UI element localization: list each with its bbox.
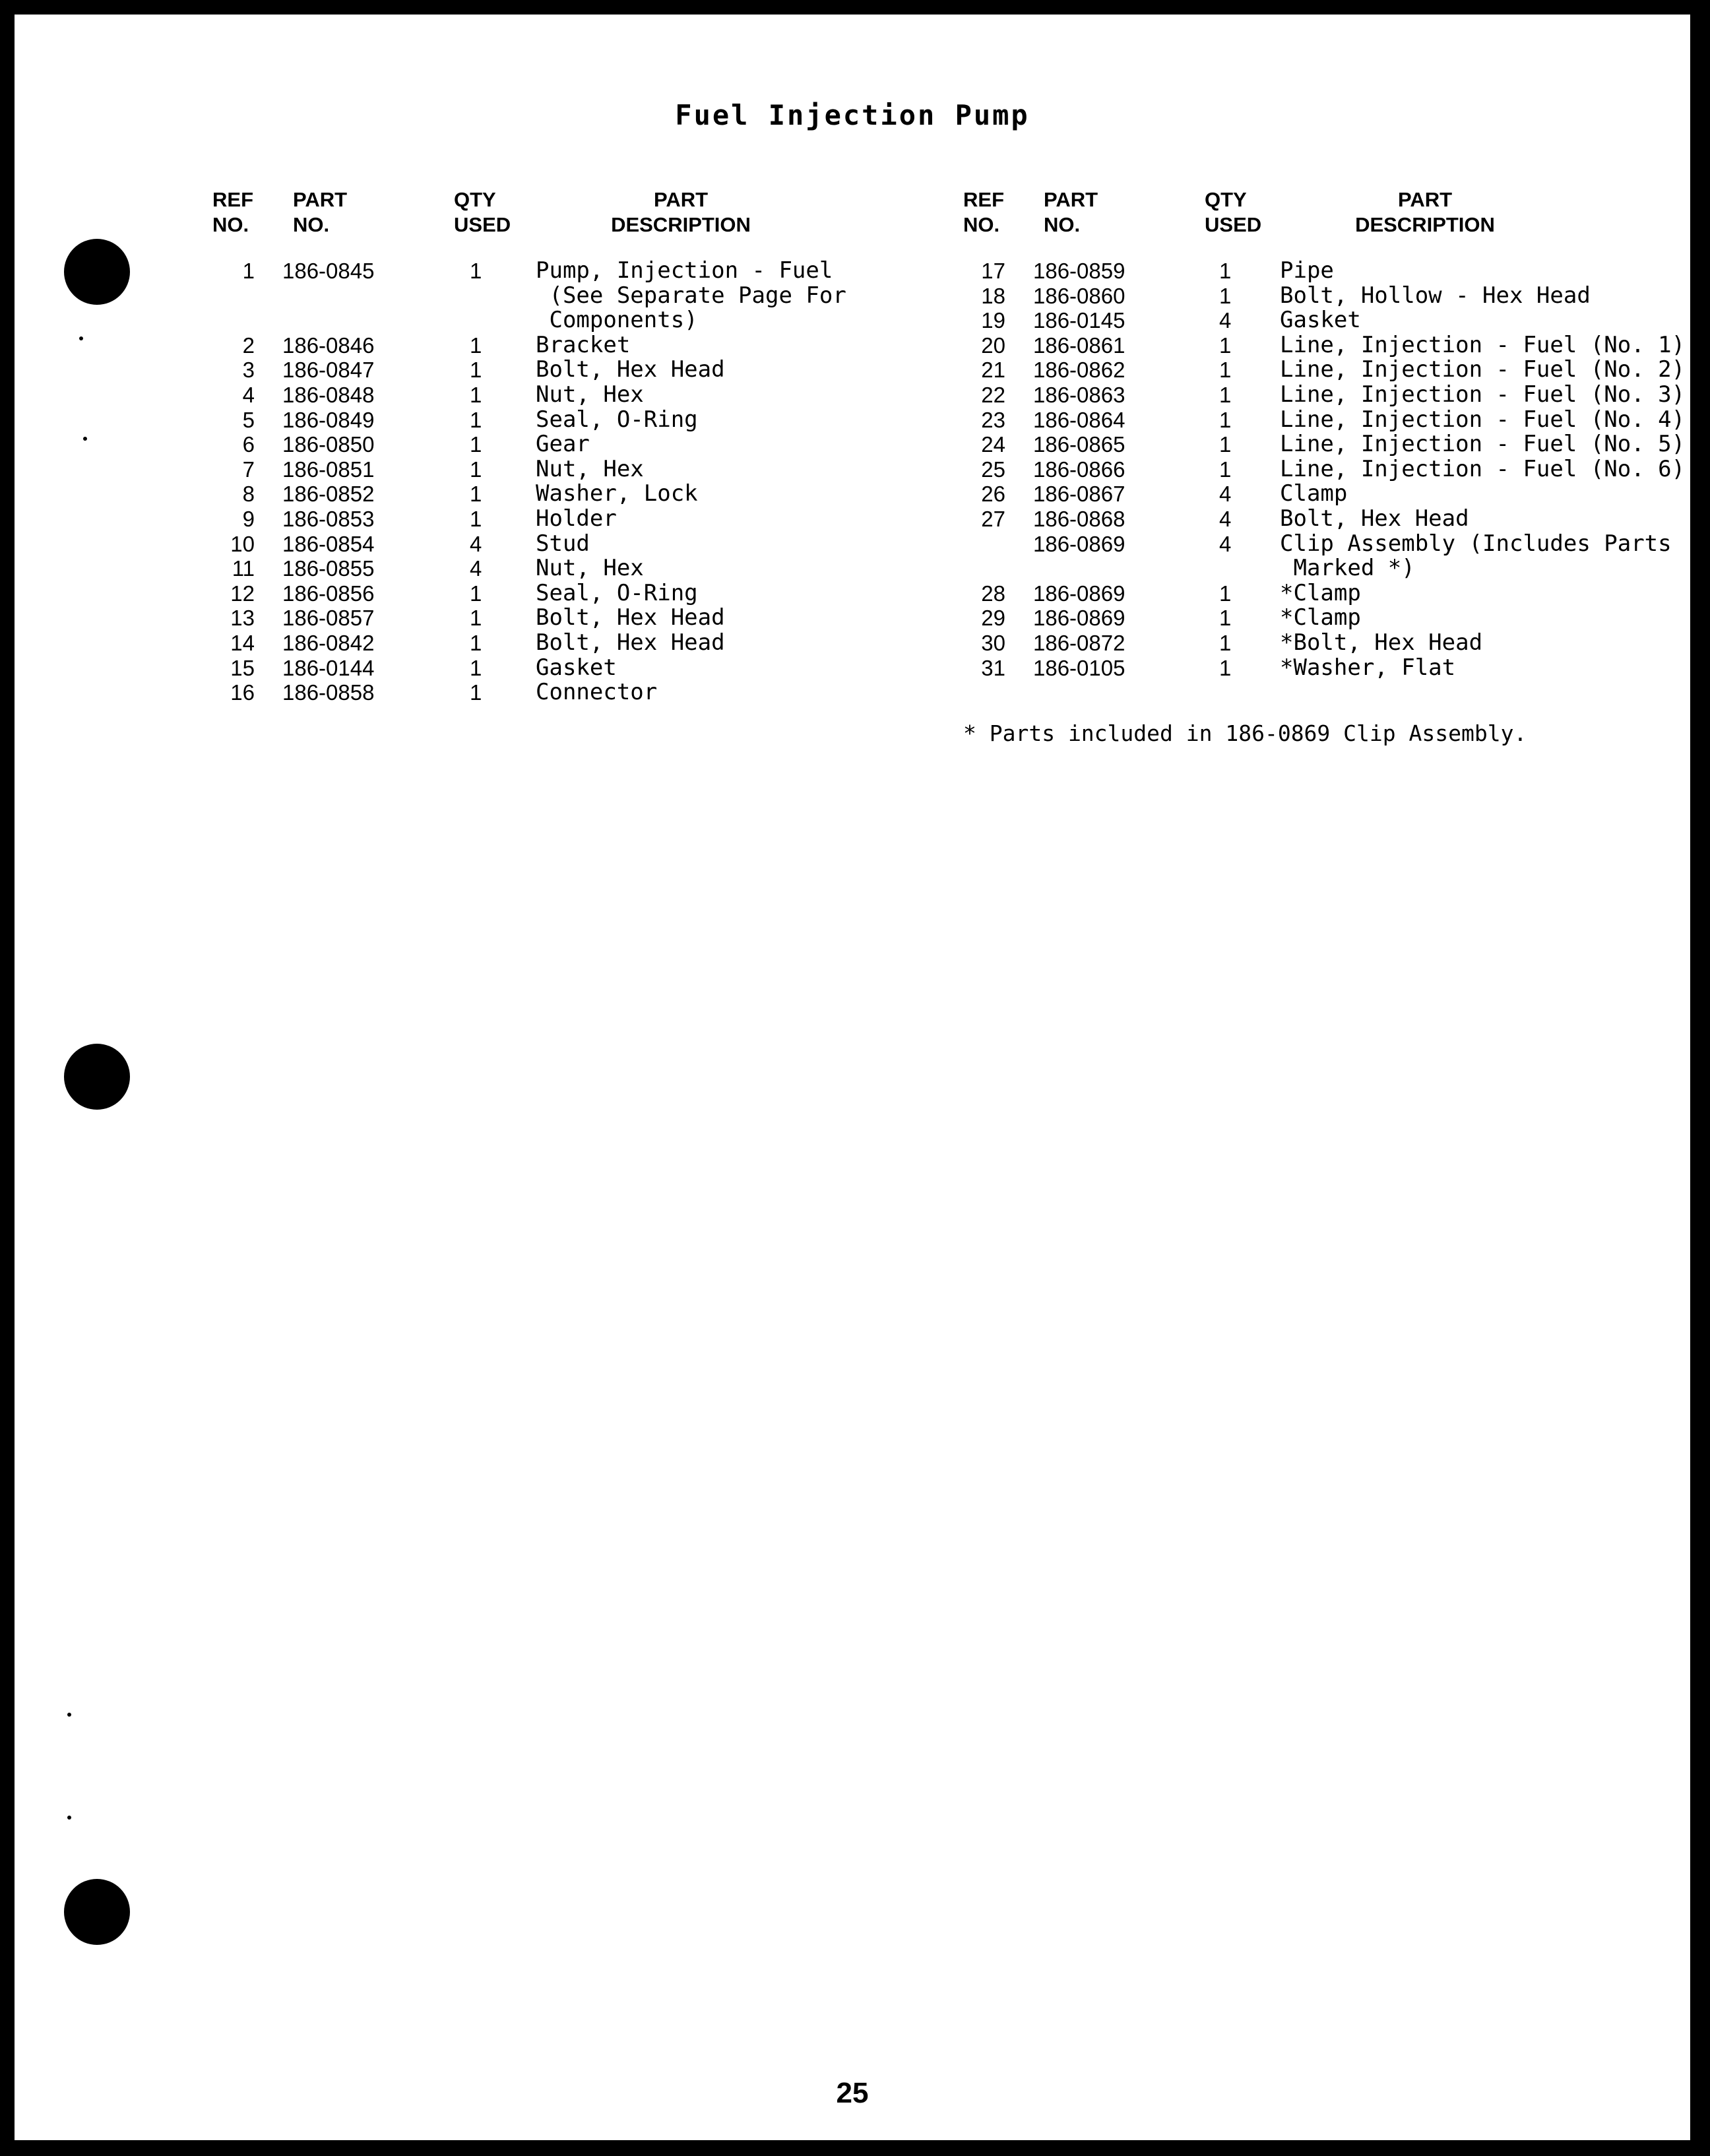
part-no: 186-0846 [282, 333, 375, 358]
part-description: Bolt, Hex Head [536, 604, 725, 631]
part-description: Line, Injection - Fuel (No. 3) [1280, 381, 1686, 408]
part-no: 186-0849 [282, 407, 375, 432]
document-page [15, 15, 1690, 2140]
part-description: Bolt, Hollow - Hex Head [1280, 282, 1591, 309]
ref-no: 4 [242, 382, 255, 407]
punch-hole-bottom [64, 1879, 130, 1945]
qty-used: 1 [1219, 333, 1232, 358]
part-no: 186-0105 [1033, 655, 1125, 680]
ref-no: 10 [230, 531, 255, 556]
part-no: 186-0848 [282, 382, 375, 407]
ref-no: 8 [242, 482, 255, 507]
header-part-no: PART NO. [1044, 188, 1098, 236]
page-title: Fuel Injection Pump [675, 99, 1030, 131]
part-no: 186-0845 [282, 259, 375, 283]
ref-no: 11 [232, 556, 255, 581]
qty-used: 1 [470, 606, 482, 631]
qty-used: 4 [1219, 482, 1232, 507]
scan-speck [67, 1816, 71, 1820]
qty-used: 1 [1219, 630, 1232, 655]
scan-speck [79, 336, 83, 340]
ref-no: 14 [230, 630, 255, 655]
part-no: 186-0861 [1033, 333, 1125, 358]
scan-speck [83, 437, 87, 441]
part-description: Line, Injection - Fuel (No. 4) [1280, 406, 1686, 433]
qty-used: 1 [470, 432, 482, 457]
ref-no: 29 [981, 606, 1005, 631]
ref-no: 13 [230, 606, 255, 631]
part-description: Bracket [536, 331, 631, 358]
part-no: 186-0851 [282, 457, 375, 482]
part-description: Gear [536, 431, 590, 458]
ref-no: 5 [242, 407, 255, 432]
qty-used: 1 [1219, 358, 1232, 383]
ref-no: 23 [981, 407, 1005, 432]
part-no: 186-0857 [282, 606, 375, 631]
ref-no: 24 [981, 432, 1005, 457]
part-no: 186-0868 [1033, 506, 1125, 531]
ref-no: 17 [981, 259, 1005, 283]
part-description: Line, Injection - Fuel (No. 2) [1280, 356, 1686, 383]
part-description: Nut, Hex [536, 555, 644, 582]
part-no: 186-0867 [1033, 482, 1125, 507]
part-no: 186-0869 [1033, 531, 1125, 556]
header-part-description: PART DESCRIPTION [611, 188, 751, 236]
part-description: Seal, O-Ring [536, 579, 698, 606]
ref-no: 15 [230, 655, 255, 680]
part-description: Marked *) [1280, 555, 1415, 582]
part-no: 186-0869 [1033, 606, 1125, 631]
part-no: 186-0869 [1033, 581, 1125, 606]
qty-used: 1 [470, 506, 482, 531]
qty-used: 1 [1219, 259, 1232, 283]
part-description: Nut, Hex [536, 455, 644, 482]
part-description: *Clamp [1280, 579, 1361, 606]
part-no: 186-0863 [1033, 382, 1125, 407]
part-no: 186-0145 [1033, 308, 1125, 333]
qty-used: 1 [470, 333, 482, 358]
part-no: 186-0847 [282, 358, 375, 383]
qty-used: 1 [470, 581, 482, 606]
part-no: 186-0872 [1033, 630, 1125, 655]
header-part-no: PART NO. [293, 188, 348, 236]
part-description: Bolt, Hex Head [1280, 505, 1469, 532]
part-description: Holder [536, 505, 617, 532]
ref-no: 20 [981, 333, 1005, 358]
ref-no: 7 [242, 457, 255, 482]
part-description: Components) [536, 307, 698, 334]
ref-no: 21 [981, 358, 1005, 383]
part-no: 186-0852 [282, 482, 375, 507]
ref-no: 16 [230, 680, 255, 705]
parts-table-right [963, 187, 1689, 742]
qty-used: 4 [470, 531, 482, 556]
header-ref-no: REF NO. [212, 188, 253, 236]
ref-no: 25 [981, 457, 1005, 482]
qty-used: 1 [470, 482, 482, 507]
part-no: 186-0853 [282, 506, 375, 531]
parts-table-left [212, 187, 872, 742]
part-description: *Clamp [1280, 604, 1361, 631]
qty-used: 1 [1219, 655, 1232, 680]
part-description: Connector [536, 679, 658, 706]
page-number: 25 [836, 2077, 869, 2109]
punch-hole-middle [64, 1044, 130, 1110]
part-description: *Washer, Flat [1280, 654, 1456, 681]
qty-used: 4 [470, 556, 482, 581]
qty-used: 1 [470, 382, 482, 407]
qty-used: 1 [470, 630, 482, 655]
qty-used: 1 [1219, 432, 1232, 457]
qty-used: 4 [1219, 506, 1232, 531]
ref-no: 22 [981, 382, 1005, 407]
part-no: 186-0854 [282, 531, 375, 556]
qty-used: 1 [1219, 382, 1232, 407]
qty-used: 1 [470, 259, 482, 283]
header-ref-no: REF NO. [963, 188, 1004, 236]
ref-no: 19 [981, 308, 1005, 333]
ref-no: 30 [981, 630, 1005, 655]
header-qty-used: QTY USED [454, 188, 511, 236]
part-description: (See Separate Page For [536, 282, 846, 309]
scan-speck [67, 1713, 71, 1717]
part-description: *Bolt, Hex Head [1280, 629, 1483, 656]
part-no: 186-0866 [1033, 457, 1125, 482]
part-description: Gasket [1280, 307, 1361, 334]
qty-used: 1 [1219, 283, 1232, 308]
qty-used: 1 [470, 358, 482, 383]
qty-used: 1 [470, 680, 482, 705]
ref-no: 26 [981, 482, 1005, 507]
part-no: 186-0858 [282, 680, 375, 705]
part-no: 186-0144 [282, 655, 375, 680]
part-no: 186-0842 [282, 630, 375, 655]
header-part-description: PART DESCRIPTION [1355, 188, 1495, 236]
part-no: 186-0860 [1033, 283, 1125, 308]
part-description: Line, Injection - Fuel (No. 6) [1280, 455, 1686, 482]
part-no: 186-0862 [1033, 358, 1125, 383]
qty-used: 1 [470, 407, 482, 432]
ref-no: 12 [230, 581, 255, 606]
qty-used: 4 [1219, 531, 1232, 556]
part-no: 186-0850 [282, 432, 375, 457]
part-no: 186-0856 [282, 581, 375, 606]
part-description: Bolt, Hex Head [536, 356, 725, 383]
part-description: Pipe [1280, 257, 1334, 284]
part-no: 186-0864 [1033, 407, 1125, 432]
part-description: Stud [536, 530, 590, 557]
part-no: 186-0855 [282, 556, 375, 581]
part-description: Clamp [1280, 480, 1348, 507]
punch-hole-top [64, 239, 130, 305]
ref-no: 1 [242, 259, 255, 283]
footnote: * Parts included in 186-0869 Clip Assembly. [963, 720, 1527, 746]
header-qty-used: QTY USED [1205, 188, 1262, 236]
part-description: Line, Injection - Fuel (No. 5) [1280, 431, 1686, 458]
ref-no: 9 [242, 506, 255, 531]
part-description: Seal, O-Ring [536, 406, 698, 433]
ref-no: 2 [242, 333, 255, 358]
part-description: Bolt, Hex Head [536, 629, 725, 656]
ref-no: 6 [242, 432, 255, 457]
part-description: Pump, Injection - Fuel [536, 257, 833, 284]
qty-used: 1 [1219, 581, 1232, 606]
qty-used: 1 [1219, 606, 1232, 631]
ref-no: 27 [981, 506, 1005, 531]
part-description: Clip Assembly (Includes Parts [1280, 530, 1672, 557]
ref-no: 18 [981, 283, 1005, 308]
qty-used: 1 [470, 655, 482, 680]
qty-used: 1 [470, 457, 482, 482]
qty-used: 1 [1219, 457, 1232, 482]
part-description: Line, Injection - Fuel (No. 1) [1280, 331, 1686, 358]
ref-no: 28 [981, 581, 1005, 606]
ref-no: 31 [981, 655, 1005, 680]
ref-no: 3 [242, 358, 255, 383]
part-no: 186-0865 [1033, 432, 1125, 457]
qty-used: 1 [1219, 407, 1232, 432]
part-description: Gasket [536, 654, 617, 681]
part-no: 186-0859 [1033, 259, 1125, 283]
qty-used: 4 [1219, 308, 1232, 333]
part-description: Nut, Hex [536, 381, 644, 408]
part-description: Washer, Lock [536, 480, 698, 507]
